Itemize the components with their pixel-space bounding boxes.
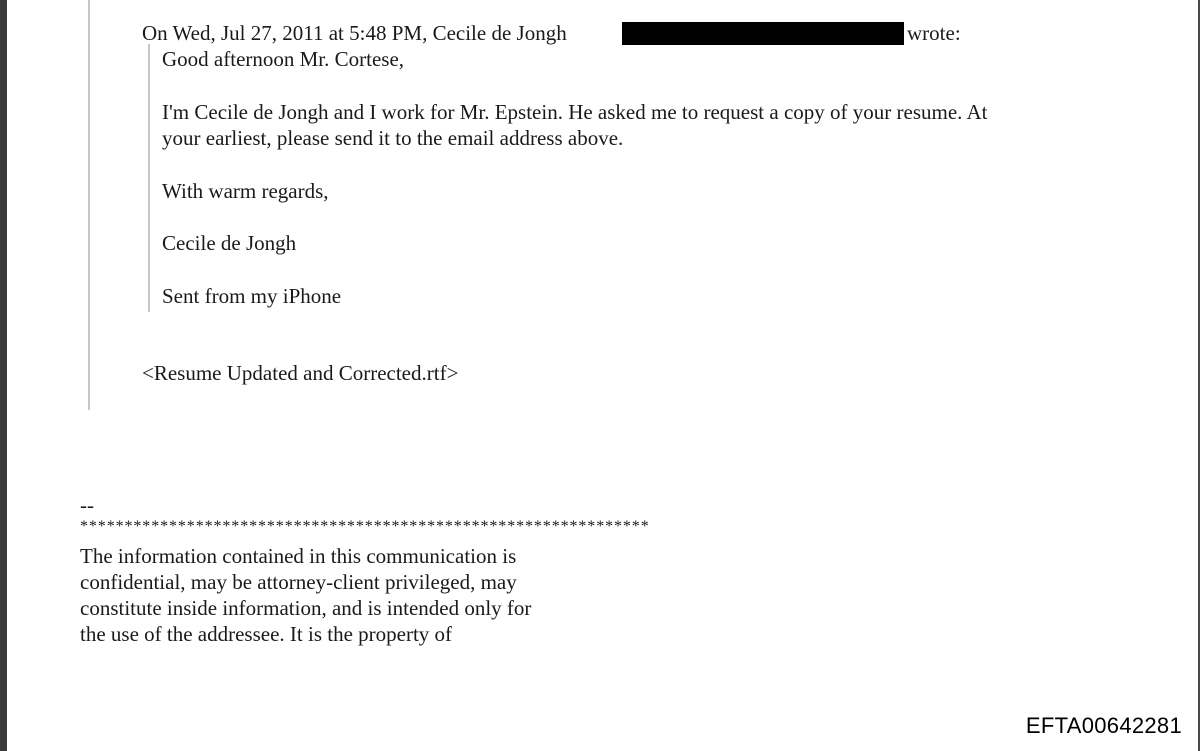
page-edge-left [0,0,7,751]
email-signature: Cecile de Jongh [162,231,297,255]
quote-bar-inner [148,44,150,312]
email-body-line-2: your earliest, please send it to the email address above. [162,126,624,150]
email-sent-from: Sent from my iPhone [162,284,342,308]
email-header-prefix: On Wed, Jul 27, 2011 at 5:48 PM, Cecile de Jongh [142,21,567,45]
footer-separator: -- [80,493,94,517]
disclaimer-line-2: confidential, may be attorney-client privileged, may [80,570,517,594]
disclaimer-line-4: the use of the addressee. It is the property of [80,622,453,646]
email-closing: With warm regards, [162,179,329,203]
bates-number: EFTA00642281 [1025,713,1182,738]
disclaimer-line-3: constitute inside information, and is intended only for [80,596,532,620]
attachment-name: <Resume Updated and Corrected.rtf> [142,361,459,385]
footer-stars: **************************************************************** [80,518,650,535]
disclaimer-line-1: The information contained in this communication is [80,544,517,568]
email-greeting: Good afternoon Mr. Cortese, [162,47,405,71]
email-header-suffix: wrote: [907,21,961,45]
quote-bar-outer [88,0,90,410]
email-body-line-1: I'm Cecile de Jongh and I work for Mr. Epstein. He asked me to request a copy of your resume. At [162,100,988,124]
redaction-box [622,22,904,45]
